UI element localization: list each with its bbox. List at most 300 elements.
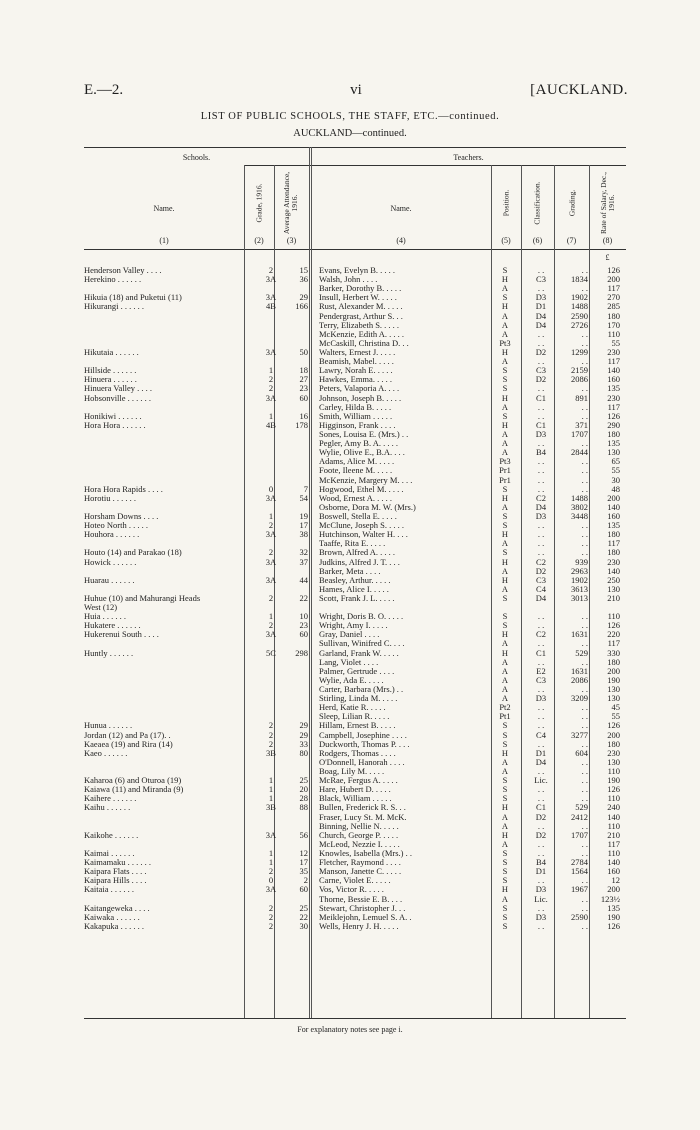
- position-cell: A: [501, 674, 509, 685]
- table-row: [84, 922, 626, 931]
- classification-cell: . .: [537, 383, 545, 394]
- grading-cell: . .: [581, 529, 588, 540]
- table-row: [84, 840, 626, 849]
- grading-cell: 1902: [571, 292, 588, 303]
- grading-cell: . .: [581, 702, 588, 713]
- col-number: (2): [254, 236, 264, 245]
- salary-cell: 130: [607, 447, 620, 458]
- table-row: [84, 694, 626, 703]
- position-cell: S: [502, 611, 508, 622]
- attendance-cell: 44: [299, 574, 308, 585]
- teacher-name-cell: Herd, Katie R. . . . .: [319, 703, 386, 713]
- teacher-name-cell: Barker, Meta . . . .: [319, 566, 381, 576]
- classification-cell: C2: [536, 492, 546, 503]
- salary-cell: 290: [607, 419, 620, 430]
- position-cell: S: [502, 483, 508, 494]
- classification-cell: . .: [537, 520, 545, 531]
- grading-cell: 2963: [571, 565, 588, 576]
- school-name-cell: Hora Hora . . . . . .: [84, 420, 146, 430]
- classification-cell: . .: [537, 283, 545, 294]
- position-cell: H: [501, 346, 509, 357]
- grading-cell: . .: [581, 383, 588, 394]
- classification-cell: . .: [537, 356, 545, 367]
- grading-cell: . .: [581, 875, 588, 886]
- classification-cell: D1: [535, 301, 547, 312]
- attendance-cell: 2: [303, 875, 308, 886]
- teacher-name-cell: Hare, Hubert D. . . . .: [319, 785, 391, 795]
- salary-cell: 130: [607, 583, 620, 594]
- position-cell: A: [501, 811, 509, 822]
- classification-cell: D4: [535, 501, 547, 512]
- attendance-cell: 88: [299, 802, 308, 813]
- teacher-name-cell: Gray, Daniel . . . .: [319, 630, 380, 640]
- school-name-cell: Hikutaia . . . . . .: [84, 347, 139, 357]
- grading-cell: 2590: [571, 310, 588, 321]
- teacher-name-cell: Knowles, Isabella (Mrs.) . .: [319, 849, 413, 858]
- salary-cell: 110: [607, 328, 620, 339]
- teacher-name-cell: Black, William . . . . .: [319, 794, 392, 804]
- school-name-cell: Kaiawa (11) and Miranda (9): [84, 785, 184, 795]
- grade-cell: 2: [268, 738, 274, 749]
- position-cell: Pt3: [499, 337, 511, 348]
- teacher-name-cell: Carter, Barbara (Mrs.) . .: [319, 685, 404, 695]
- salary-cell: 230: [607, 747, 620, 758]
- classification-cell: . .: [537, 793, 545, 804]
- position-cell: A: [501, 656, 509, 667]
- col-attendance: Average Attendance, 1916.: [282, 171, 299, 235]
- school-name-cell: Kaihu . . . . . .: [84, 803, 131, 813]
- classification-cell: . .: [537, 820, 545, 831]
- grading-cell: 529: [575, 802, 588, 813]
- grade-cell: 1: [268, 784, 274, 795]
- teacher-name-cell: Adams, Alice M. . . . .: [319, 457, 395, 467]
- salary-cell: 55: [611, 711, 620, 722]
- classification-cell: B4: [536, 857, 546, 868]
- teacher-name-cell: Terry, Elizabeth S. . . . .: [319, 320, 400, 330]
- table-row: [84, 703, 626, 712]
- classification-cell: . .: [537, 474, 545, 485]
- header-divider: [244, 165, 309, 166]
- table-row: [84, 913, 626, 922]
- table-row: [84, 394, 626, 403]
- attendance-cell: 178: [295, 419, 308, 430]
- attendance-cell: 54: [299, 492, 308, 503]
- position-cell: A: [501, 283, 509, 294]
- grading-cell: . .: [581, 438, 588, 449]
- teacher-name-cell: McCaskill, Christina D. . .: [319, 338, 409, 348]
- page-title: LIST OF PUBLIC SCHOOLS, THE STAFF, ETC.—continued.: [200, 111, 500, 122]
- col-number: (8): [602, 236, 613, 245]
- grade-cell: 3B: [266, 747, 276, 758]
- salary-cell: 210: [607, 829, 620, 840]
- grade-cell: 2: [268, 729, 274, 740]
- position-cell: H: [501, 829, 509, 840]
- grading-cell: . .: [581, 620, 588, 631]
- teacher-name-cell: Lang, Violet . . . .: [319, 657, 379, 667]
- table-row: [84, 275, 626, 284]
- grade-cell: 4B: [266, 419, 276, 430]
- attendance-cell: 60: [299, 629, 308, 640]
- position-cell: A: [501, 766, 509, 777]
- salary-cell: 126: [607, 920, 620, 931]
- grading-cell: 1631: [571, 665, 588, 676]
- teacher-name-cell: Boswell, Stella E. . . . .: [319, 511, 397, 521]
- col-number: (6): [532, 236, 543, 245]
- grading-cell: . .: [581, 848, 588, 858]
- teacher-name-cell: Pendergrast, Arthur S. . .: [319, 311, 403, 321]
- school-name-cell: Hobsonville . . . . . .: [84, 393, 152, 403]
- grading-cell: 3613: [571, 583, 588, 594]
- teacher-name-cell: Stirling, Linda M. . . . .: [319, 694, 398, 704]
- salary-cell: 126: [607, 410, 620, 421]
- salary-cell: 117: [607, 401, 620, 412]
- teacher-name-cell: Binning, Nellie N. . . . .: [319, 821, 399, 831]
- grading-cell: . .: [581, 328, 588, 339]
- classification-cell: C4: [536, 729, 546, 740]
- table-row: [84, 430, 626, 439]
- grade-cell: 2: [268, 592, 274, 603]
- grading-cell: . .: [581, 784, 588, 795]
- grading-cell: 2412: [571, 811, 588, 822]
- grading-cell: 2159: [571, 365, 588, 376]
- school-name-cell: Kaipara Flats . . . .: [84, 867, 147, 877]
- position-cell: S: [502, 720, 508, 731]
- salary-cell: 126: [607, 720, 620, 731]
- school-name-cell: Hillside . . . . . .: [84, 366, 137, 376]
- classification-cell: D4: [535, 592, 547, 603]
- grade-cell: 2: [268, 920, 274, 931]
- table-row: [84, 676, 626, 685]
- table-row: [84, 731, 626, 740]
- grading-cell: . .: [581, 893, 588, 904]
- salary-cell: 330: [607, 647, 620, 658]
- grading-cell: 604: [575, 747, 588, 758]
- attendance-cell: 28: [299, 793, 308, 804]
- grade-cell: 5C: [266, 647, 276, 658]
- salary-cell: 126: [607, 784, 620, 795]
- grade-cell: 2: [268, 866, 274, 877]
- grade-cell: 3A: [265, 346, 277, 357]
- salary-cell: 160: [607, 374, 620, 385]
- table-row: [84, 758, 626, 767]
- position-cell: Pt1: [499, 711, 511, 722]
- grading-cell: . .: [581, 337, 588, 348]
- grading-cell: . .: [581, 538, 588, 549]
- salary-cell: 180: [607, 547, 620, 558]
- grading-cell: 2726: [571, 319, 588, 330]
- classification-cell: D2: [535, 811, 547, 822]
- table-row: [84, 831, 626, 840]
- position-cell: H: [501, 629, 509, 640]
- classification-cell: . .: [537, 656, 545, 667]
- classification-cell: . .: [537, 875, 545, 886]
- position-cell: A: [501, 684, 509, 695]
- col-number: (1): [159, 236, 169, 245]
- col-position: Position.: [501, 189, 511, 217]
- salary-cell: 12: [611, 875, 620, 886]
- position-cell: Pr1: [499, 465, 511, 476]
- grading-cell: . .: [581, 410, 588, 421]
- teacher-name-cell: Hogwood, Ethel M. . . . .: [319, 484, 404, 494]
- table-row: [84, 448, 626, 457]
- attendance-cell: 29: [299, 729, 308, 740]
- page-header: [84, 82, 628, 102]
- grading-cell: . .: [581, 838, 588, 849]
- teacher-name-cell: Brown, Alfred A. . . . .: [319, 548, 396, 558]
- teacher-name-cell: Fraser, Lucy St. M. McK.: [319, 812, 407, 822]
- teacher-name-cell: Wright, Doris B. O. . . . .: [319, 612, 404, 622]
- grading-cell: 2086: [571, 674, 588, 685]
- position-cell: S: [502, 410, 508, 421]
- classification-cell: C2: [536, 629, 546, 640]
- position-cell: H: [501, 802, 509, 813]
- salary-cell: 190: [607, 911, 620, 922]
- table-row: [84, 330, 626, 339]
- salary-cell: 200: [607, 665, 620, 676]
- position-cell: S: [502, 875, 508, 886]
- classification-cell: C4: [536, 583, 546, 594]
- school-name-cell: Hikuia (18) and Puketui (11): [84, 293, 182, 303]
- teacher-name-cell: Wylie, Olive E., B.A. . . .: [319, 448, 405, 458]
- teacher-name-cell: Higginson, Frank . . . .: [319, 420, 396, 430]
- salary-cell: 220: [607, 629, 620, 640]
- salary-cell: 180: [607, 310, 620, 321]
- classification-cell: . .: [537, 438, 545, 449]
- classification-cell: . .: [537, 638, 545, 649]
- grading-cell: 3448: [571, 510, 588, 521]
- attendance-cell: 60: [299, 392, 308, 403]
- attendance-cell: 166: [295, 301, 308, 312]
- grade-cell: 3A: [265, 529, 277, 540]
- grade-cell: 2: [268, 374, 274, 385]
- classification-cell: . .: [537, 328, 545, 339]
- teacher-name-cell: Duckworth, Thomas P. . . .: [319, 739, 410, 749]
- position-cell: S: [502, 866, 508, 877]
- grading-cell: 1299: [571, 346, 588, 357]
- school-name-cell: Kaipara Hills . . . .: [84, 876, 147, 886]
- teacher-name-cell: Stewart, Christopher J. . .: [319, 903, 406, 913]
- grading-cell: . .: [581, 766, 588, 777]
- grade-cell: 2: [268, 720, 274, 731]
- grading-cell: . .: [581, 711, 588, 722]
- classification-cell: . .: [537, 337, 545, 348]
- salary-cell: 130: [607, 756, 620, 767]
- col-classification: Classification.: [532, 181, 542, 225]
- grading-cell: . .: [581, 547, 588, 558]
- table-row: [84, 649, 626, 658]
- attendance-cell: 19: [299, 510, 308, 521]
- position-cell: H: [501, 529, 509, 540]
- school-name-cell: Houto (14) and Parakao (18): [84, 548, 182, 558]
- position-cell: H: [501, 492, 509, 503]
- salary-cell: 160: [607, 510, 620, 521]
- teacher-name-cell: Wood, Ernest A. . . . .: [319, 493, 392, 503]
- grading-cell: 1707: [571, 829, 588, 840]
- position-cell: S: [502, 383, 508, 394]
- grade-cell: 3A: [265, 556, 277, 567]
- grade-cell: 1: [268, 775, 274, 786]
- school-name-cell: Kakapuka . . . . . .: [84, 921, 144, 931]
- classification-cell: D3: [535, 428, 547, 439]
- position-cell: A: [501, 428, 509, 439]
- salary-cell: 117: [607, 638, 620, 649]
- salary-cell: 117: [607, 538, 620, 549]
- school-name-cell: Kaimamaku . . . . . .: [84, 858, 152, 868]
- salary-cell: 230: [607, 346, 620, 357]
- schools-table: [84, 147, 626, 1018]
- school-name-cell: Kaeo . . . . . .: [84, 748, 128, 758]
- salary-cell: 140: [607, 365, 620, 376]
- table-body: [84, 266, 626, 931]
- salary-cell: 285: [607, 301, 620, 312]
- teacher-name-cell: Carley, Hilda B. . . . .: [319, 402, 392, 412]
- classification-cell: . .: [537, 702, 545, 713]
- classification-cell: D4: [535, 319, 547, 330]
- salary-cell: 135: [607, 383, 620, 394]
- table-row: [84, 712, 626, 721]
- attendance-cell: 36: [299, 274, 308, 285]
- salary-cell: 250: [607, 574, 620, 585]
- teacher-name-cell: Pegler, Amy B. A. . . . .: [319, 439, 398, 449]
- position-cell: A: [501, 538, 509, 549]
- salary-cell: 190: [607, 775, 620, 786]
- teacher-name-cell: Palmer, Gertrude . . . .: [319, 666, 395, 676]
- col-number: (4): [396, 236, 406, 245]
- teacher-name-cell: Wright, Amy I. . . . .: [319, 621, 388, 631]
- school-name-cell: Kaikohe . . . . . .: [84, 830, 139, 840]
- grading-cell: . .: [581, 483, 588, 494]
- grading-cell: 371: [575, 419, 588, 430]
- teacher-name-cell: Wylie, Ada E. . . . .: [319, 675, 384, 685]
- footer-note: For explanatory notes see page i.: [297, 1025, 403, 1034]
- position-cell: A: [501, 328, 509, 339]
- teacher-name-cell: McLeod, Nezzie I. . . . .: [319, 839, 400, 849]
- grade-cell: 1: [268, 510, 274, 521]
- attendance-cell: 80: [299, 747, 308, 758]
- attendance-cell: 25: [299, 902, 308, 913]
- table-row: [84, 321, 626, 330]
- grade-cell: 2: [268, 911, 274, 922]
- school-name-cell: Kaitangeweka . . . .: [84, 903, 150, 913]
- school-name-cell: Hinuera . . . . . .: [84, 375, 137, 385]
- grading-cell: 2844: [571, 447, 588, 458]
- grading-cell: 3277: [571, 729, 588, 740]
- currency-symbol: £: [605, 253, 610, 262]
- table-row: [84, 813, 626, 822]
- attendance-cell: 32: [299, 547, 308, 558]
- classification-cell: . .: [537, 720, 545, 731]
- table-row: [84, 403, 626, 412]
- grading-cell: . .: [581, 265, 588, 275]
- attendance-cell: 29: [299, 292, 308, 303]
- school-name-cell: Huarau . . . . . .: [84, 575, 135, 585]
- classification-cell: D3: [535, 292, 547, 303]
- classification-cell: . .: [537, 784, 545, 795]
- salary-cell: 240: [607, 802, 620, 813]
- teacher-name-cell: Walsh, John . . . .: [319, 275, 378, 285]
- school-name-cell: Hunua . . . . . .: [84, 721, 133, 731]
- grading-cell: . .: [581, 738, 588, 749]
- classification-cell: D3: [535, 911, 547, 922]
- report-code: E.—2.: [84, 82, 124, 98]
- school-name-cell: Herekino . . . . . .: [84, 275, 142, 285]
- school-name-cell: Henderson Valley . . . .: [84, 266, 162, 275]
- position-cell: A: [501, 310, 509, 321]
- position-cell: S: [502, 265, 508, 275]
- attendance-cell: 22: [299, 911, 308, 922]
- grade-cell: 3A: [265, 829, 277, 840]
- grading-cell: 939: [575, 556, 588, 567]
- grade-cell: 3B: [266, 802, 276, 813]
- col-grade: Grade, 1916.: [254, 183, 264, 223]
- grade-cell: 3A: [265, 492, 277, 503]
- salary-cell: 140: [607, 857, 620, 868]
- grading-cell: . .: [581, 520, 588, 531]
- salary-cell: 200: [607, 492, 620, 503]
- school-name-cell: Howick . . . . . .: [84, 557, 137, 567]
- salary-cell: 160: [607, 866, 620, 877]
- attendance-cell: 25: [299, 775, 308, 786]
- attendance-cell: 50: [299, 346, 308, 357]
- table-row: [84, 530, 626, 539]
- position-cell: Pt2: [499, 702, 511, 713]
- position-cell: A: [501, 583, 509, 594]
- table-row: [84, 466, 626, 475]
- table-row: [84, 476, 626, 485]
- grading-cell: . .: [581, 638, 588, 649]
- position-cell: Pr1: [499, 474, 511, 485]
- position-cell: S: [502, 738, 508, 749]
- school-name-cell: Huia . . . . . .: [84, 612, 127, 622]
- school-name-cell: West (12): [84, 603, 118, 613]
- salary-cell: 210: [607, 592, 620, 603]
- grading-cell: . .: [581, 656, 588, 667]
- position-cell: A: [501, 356, 509, 367]
- position-cell: A: [501, 665, 509, 676]
- position-cell: S: [502, 374, 508, 385]
- classification-cell: C1: [536, 392, 546, 403]
- salary-cell: 135: [607, 520, 620, 531]
- position-cell: H: [501, 301, 509, 312]
- classification-cell: . .: [537, 547, 545, 558]
- classification-cell: D3: [535, 693, 547, 704]
- school-name-cell: Jordan (12) and Pa (17). .: [84, 730, 171, 740]
- position-cell: S: [502, 292, 508, 303]
- grading-cell: 1707: [571, 428, 588, 439]
- school-name-cell: Kaharoa (6) and Oturoa (19): [84, 776, 182, 786]
- grading-cell: 3802: [571, 501, 588, 512]
- table-row: [84, 630, 626, 639]
- school-name-cell: Hikurangi . . . . . .: [84, 302, 144, 312]
- teacher-name-cell: Judkins, Alfred J. T. . . .: [319, 557, 400, 567]
- grade-cell: 0: [268, 875, 274, 886]
- classification-cell: . .: [537, 920, 545, 931]
- teacher-name-cell: Sones, Louisa E. (Mrs.) . .: [319, 429, 409, 439]
- grade-cell: 1: [268, 611, 274, 622]
- grading-cell: 2784: [571, 857, 588, 868]
- classification-cell: . .: [537, 838, 545, 849]
- salary-cell: 170: [607, 319, 620, 330]
- attendance-cell: 56: [299, 829, 308, 840]
- teacher-name-cell: Scott, Frank J. L. . . . .: [319, 593, 395, 603]
- classification-cell: . .: [537, 738, 545, 749]
- header-divider: [310, 165, 626, 166]
- classification-cell: . .: [537, 848, 545, 858]
- teacher-name-cell: Carne, Violet E. . . . .: [319, 876, 391, 886]
- salary-cell: 110: [607, 766, 620, 777]
- teacher-name-cell: Sullivan, Winifred C. . . .: [319, 639, 405, 649]
- region-label: [AUCKLAND.: [530, 82, 628, 98]
